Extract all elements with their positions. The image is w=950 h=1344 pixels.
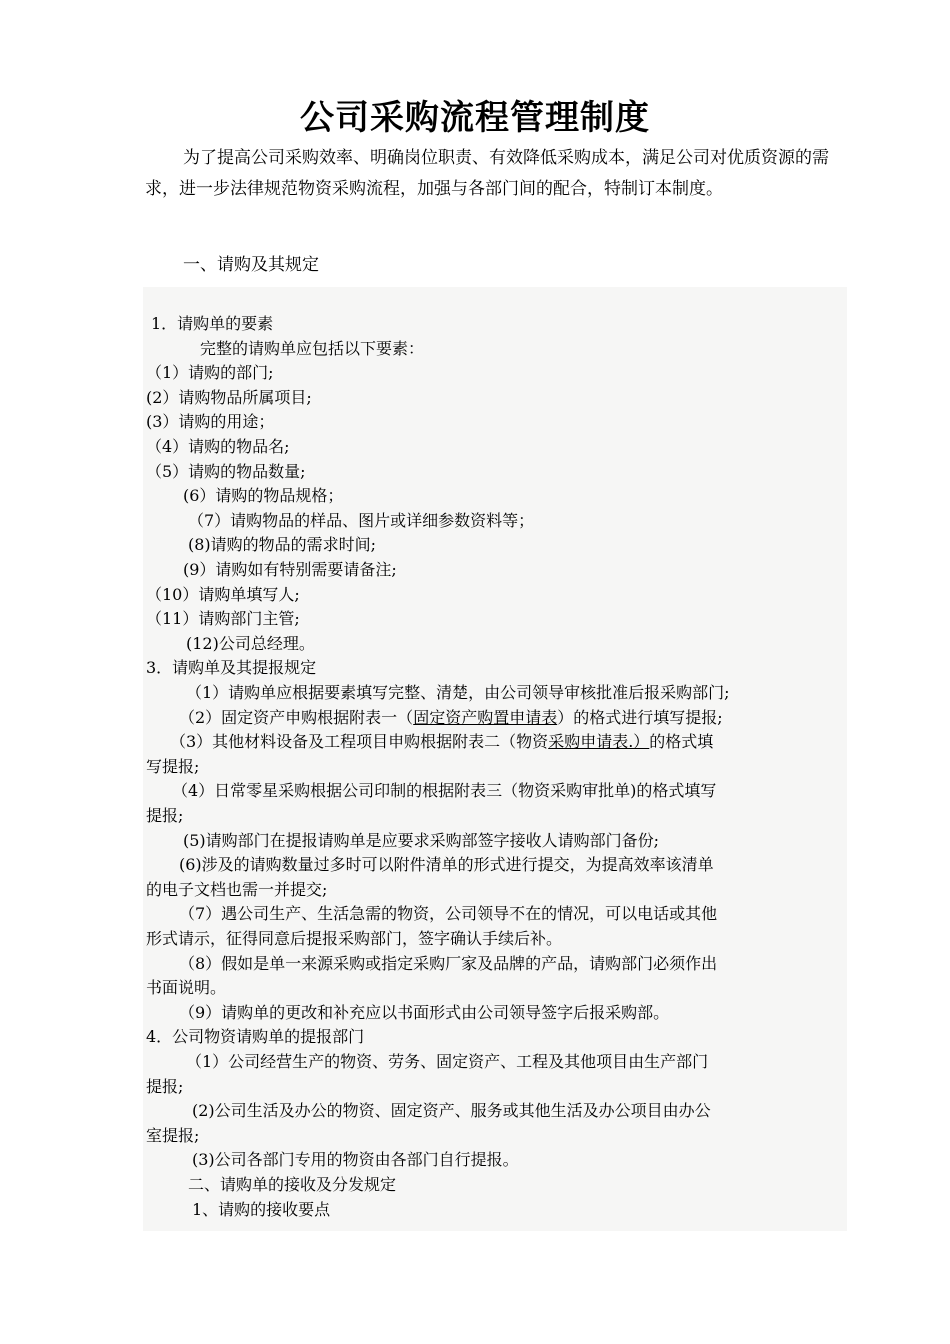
content-line: (9）请购如有特别需要请备注; bbox=[183, 560, 397, 579]
content-line: (2)公司生活及办公的物资、固定资产、服务或其他生活及办公项目由办公 bbox=[192, 1101, 711, 1120]
content-line: 完整的请购单应包括以下要素： bbox=[200, 339, 425, 358]
content-line: (6)涉及的请购数量过多时可以附件清单的形式进行提交，为提高效率该清单 bbox=[179, 855, 714, 874]
content-line: 室提报; bbox=[146, 1126, 200, 1145]
content-line: （5）请购的物品数量; bbox=[146, 462, 306, 481]
content-line: （4）请购的物品名; bbox=[146, 437, 290, 456]
line-text: 的格式填 bbox=[649, 732, 714, 751]
content-line: 提报; bbox=[146, 1077, 184, 1096]
line-text: （2）固定资产申购根据附表一（ bbox=[179, 708, 414, 727]
line-text: （3）其他材料设备及工程项目申购根据附表二（物资 bbox=[170, 732, 549, 751]
content-line: 二、请购单的接收及分发规定 bbox=[188, 1175, 397, 1194]
content-line: (6）请购的物品规格； bbox=[183, 486, 344, 505]
content-line: （4）日常零星采购根据公司印制的根据附表三（物资采购审批单)的格式填写 bbox=[172, 781, 717, 800]
section-heading-1: 一、请购及其规定 bbox=[183, 255, 319, 275]
content-line: 书面说明。 bbox=[146, 978, 227, 997]
content-line: (12)公司总经理。 bbox=[186, 634, 315, 653]
content-line: 1、请购的接收要点 bbox=[192, 1200, 331, 1219]
line-text: ）的格式进行填写提报; bbox=[557, 708, 723, 727]
content-line: 形式请示，征得同意后提报采购部门，签字确认手续后补。 bbox=[146, 929, 563, 948]
document-title: 公司采购流程管理制度 bbox=[300, 98, 650, 138]
content-line: (3）请购的用途； bbox=[146, 412, 275, 431]
underlined-form-name: 固定资产购置申请表 bbox=[413, 708, 558, 727]
intro-text: 为了提高公司采购效率、明确岗位职责、有效降低采购成本，满足公司对优质资源的需求，进一步法律规范物资采购流程，加强与各部门间的配合，特制订本制度。 bbox=[145, 148, 829, 199]
content-line: 写提报; bbox=[146, 757, 200, 776]
content-line: （10）请购单填写人; bbox=[146, 585, 300, 604]
content-line: 1．请购单的要素 bbox=[151, 314, 274, 333]
content-line: （1）请购的部门; bbox=[146, 363, 274, 382]
content-line: 4．公司物资请购单的提报部门 bbox=[146, 1027, 365, 1046]
underlined-form-name: 采购申请表.） bbox=[548, 732, 650, 751]
content-line: 3．请购单及其提报规定 bbox=[146, 658, 317, 677]
content-line: （1）请购单应根据要素填写完整、清楚，由公司领导审核批准后报采购部门; bbox=[186, 683, 730, 702]
content-line: （9）请购单的更改和补充应以书面形式由公司领导签字后报采购部。 bbox=[179, 1003, 670, 1022]
content-line: （7）请购物品的样品、图片或详细参数资料等； bbox=[188, 511, 535, 530]
content-line bbox=[170, 730, 713, 754]
content-line: （8）假如是单一来源采购或指定采购厂家及品牌的产品，请购部门必须作出 bbox=[179, 954, 718, 973]
content-line: (2）请购物品所属项目; bbox=[146, 388, 312, 407]
content-line: （1）公司经营生产的物资、劳务、固定资产、工程及其他项目由生产部门 bbox=[186, 1052, 709, 1071]
intro-paragraph bbox=[145, 143, 850, 205]
content-line: 提报; bbox=[146, 806, 184, 825]
content-line: （7）遇公司生产、生活急需的物资，公司领导不在的情况，可以电话或其他 bbox=[179, 904, 718, 923]
content-line: (3)公司各部门专用的物资由各部门自行提报。 bbox=[192, 1150, 519, 1169]
content-line: （11）请购部门主管; bbox=[146, 609, 300, 628]
content-line: (5)请购部门在提报请购单是应要求采购部签字接收人请购部门备份; bbox=[183, 831, 660, 850]
content-line: (8)请购的物品的需求时间; bbox=[188, 535, 377, 554]
content-line bbox=[179, 706, 723, 730]
content-line: 的电子文档也需一并提交; bbox=[146, 880, 328, 899]
